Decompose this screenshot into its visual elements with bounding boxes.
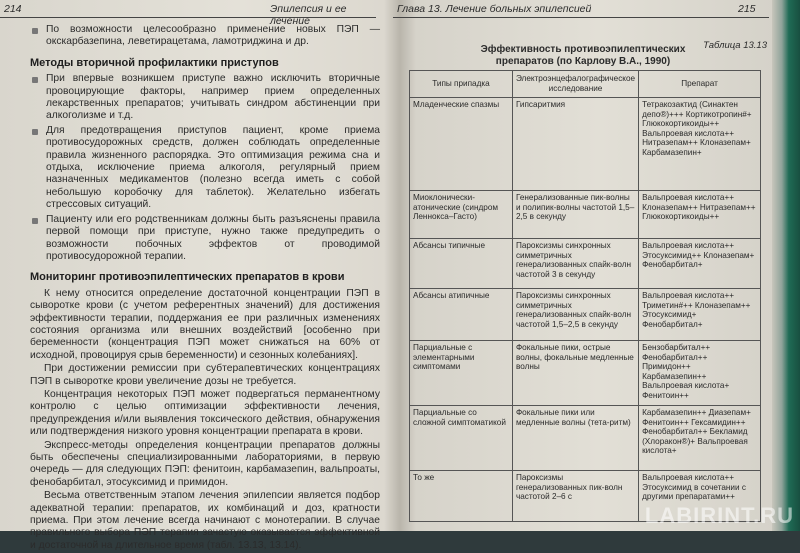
bullet-prophylaxis-2: Для предотвращения приступов пациент, кроме приема противосудорожных средств, должен соблюдать определенные правила жизненного распорядка. Это оптимизация режима сна и отдыха, исключение приема алкоголя, регулярный прием назначенных медикаментов (полезно всегда иметь с собой небольшую коробочку для таблеток). Желательно избегать стрессовых ситуаций. [30, 125, 380, 212]
cell-eeg: Пароксизмы генерализованных пик-волн частотой 2–6 с [512, 471, 638, 522]
cell-drugs: Вальпроевая кислота++ Этосуксимид++ Клоназепам+ Фенобарбитал+ [639, 239, 761, 289]
cell-drugs: Тетракозактид (Синактен депо®)+++ Кортикотропин#+ Глюкокортикоиды++ Вальпроевая кислота++ Нитразепам++ Клоназепам+ Карбамазепин+ [639, 98, 761, 191]
paragraph-1: К нему относится определение достаточной концентрации ПЭП в сыворотке крови (с учетом референтных значений) для достижения эффективности терапии, поддержания ее при различных изменениях состояния организма или внешних воздействий [особенно при беременности (концентрация ПЭП может снижаться на 60% от исходной, провоцируя срыв беременности) и сезонных колебаниях]. [30, 287, 380, 361]
section-title-prophylaxis: Методы вторичной профилактики приступов [30, 56, 279, 69]
right-page [393, 0, 773, 531]
cell-type: Абсансы атипичные [410, 289, 513, 341]
right-page-number: 215 [738, 3, 756, 15]
paragraph-4: Экспресс-методы определения концентрации препаратов должны быть обеспечены специализированными лабораториями, в первую очередь — для следующих ПЭП: фенитоин, карбамазепин, вальпроаты, фенобарбитал, этосуксимид и примидон. [30, 439, 380, 488]
cell-drugs: Карбамазепин++ Диазепам+ Фенитоин++ Гексамидин++ Фенобарбитал++ Бекламид (Хлоракон®)+ Вальпроевая кислота+ [639, 406, 761, 471]
column-header-drug: Препарат [639, 71, 761, 98]
table-row [410, 406, 761, 471]
book-cover-edge [772, 0, 800, 531]
table-row [410, 98, 761, 191]
cell-type: Парциальные с элементарными симптомами [410, 341, 513, 406]
table-title: Эффективность противоэпилептических препаратов (по Карлову В.А., 1990) [480, 44, 686, 67]
column-header-eeg: Электроэнцефалографическое исследование [512, 71, 638, 98]
cell-type: Абсансы типичные [410, 239, 513, 289]
cell-eeg: Фокальные пики, острые волны, фокальные медленные волны [512, 341, 638, 406]
left-body [30, 24, 380, 553]
cell-type: Парциальные со сложной симптоматикой [410, 406, 513, 471]
cell-eeg: Пароксизмы синхронных симметричных генерализованных спайк-волн частотой 3 в секунду [512, 239, 638, 289]
paragraph-3: Концентрация некоторых ПЭП может подвергаться перманентному контролю с целью оптимизации эффективности лечения, предупреждения и/или выявления токсического действия, обнаружения или подтверждения низкого уровня концентрации препарата в крови. [30, 388, 380, 438]
bullet-prophylaxis-1: При впервые возникшем приступе важно исключить вторичные провоцирующие факторы, например прием определенных лекарственных препаратов; учитывать синдром абстиненции при алкоголизме и т.д. [30, 73, 380, 123]
paragraph-2: При достижении ремиссии при субтерапевтических концентрациях ПЭП в сыворотке крови увеличение дозы не требуется. [30, 363, 380, 387]
section-title-monitoring: Мониторинг противоэпилептических препаратов в крови [30, 271, 345, 284]
left-running-head [0, 3, 376, 28]
cell-drugs: Вальпроевая кислота++ Триметин#++ Клоназепам++ Этосуксимид+ Фенобарбитал+ [639, 289, 761, 341]
cell-drugs: Вальпроевая кислота++ Клоназепам++ Нитразепам++ Глюкокортикоиды++ [639, 191, 761, 239]
cell-type: Младенческие спазмы [410, 98, 513, 191]
table-row [410, 289, 761, 341]
cell-drugs: Бензобарбитал++ Фенобарбитал++ Примидон++ Карбамазепин++ Вальпроевая кислота+ Фенитоин++ [639, 341, 761, 406]
right-running-title: Глава 13. Лечение больных эпилепсией [397, 3, 592, 15]
cell-type: Миоклонически-атонические (синдром Леннокса–Гасто) [410, 191, 513, 239]
right-running-head [393, 3, 769, 18]
efficacy-table [409, 70, 761, 522]
left-running-title: Эпилепсия и ее лечение [270, 3, 347, 28]
cell-eeg: Гипсаритмия [512, 98, 638, 191]
table-row [410, 239, 761, 289]
cell-eeg: Генерализованные пик-волны и полипик-волны частотой 1,5–2,5 в секунду [512, 191, 638, 239]
left-page-number: 214 [4, 3, 22, 15]
paragraph-5: Весьма ответственным этапом лечения эпилепсии является подбор адекватной терапии: препаратов, их комбинаций и доз, кратности приема. При этом лечение всегда начинают с монотерапии. В случае правильного выбора ПЭП терапия зачастую оказывается эффективной и достаточной на длительное время (табл. 13.13, 13.14). [30, 490, 380, 551]
cell-eeg: Пароксизмы синхронных симметричных генерализованных спайк-волн частотой 1,5–2,5 в секунду [512, 289, 638, 341]
table-label: Таблица 13.13 [703, 40, 767, 51]
watermark: LABIRINT.RU [644, 503, 794, 528]
bullet-top-1: По возможности целесообразно применение новых ПЭП — окскарбазепина, леветирацетама, ламотриджина и др. [30, 24, 380, 49]
table-row [410, 191, 761, 239]
cell-drugs: Вальпроевая кислота++ Этосуксимид в сочетании с другими препаратами++ [639, 471, 761, 522]
table-row [410, 341, 761, 406]
bullet-prophylaxis-3: Пациенту или его родственникам должны быть разъяснены правила первой помощи при приступе, нужно также предупредить о возможности побочных эффектов от проводимой противосудорожной терапии. [30, 214, 380, 264]
cell-eeg: Фокальные пики или медленные волны (тета-ритм) [512, 406, 638, 471]
column-header-type: Типы припадка [410, 71, 513, 98]
cell-type: То же [410, 471, 513, 522]
left-page [0, 0, 385, 551]
